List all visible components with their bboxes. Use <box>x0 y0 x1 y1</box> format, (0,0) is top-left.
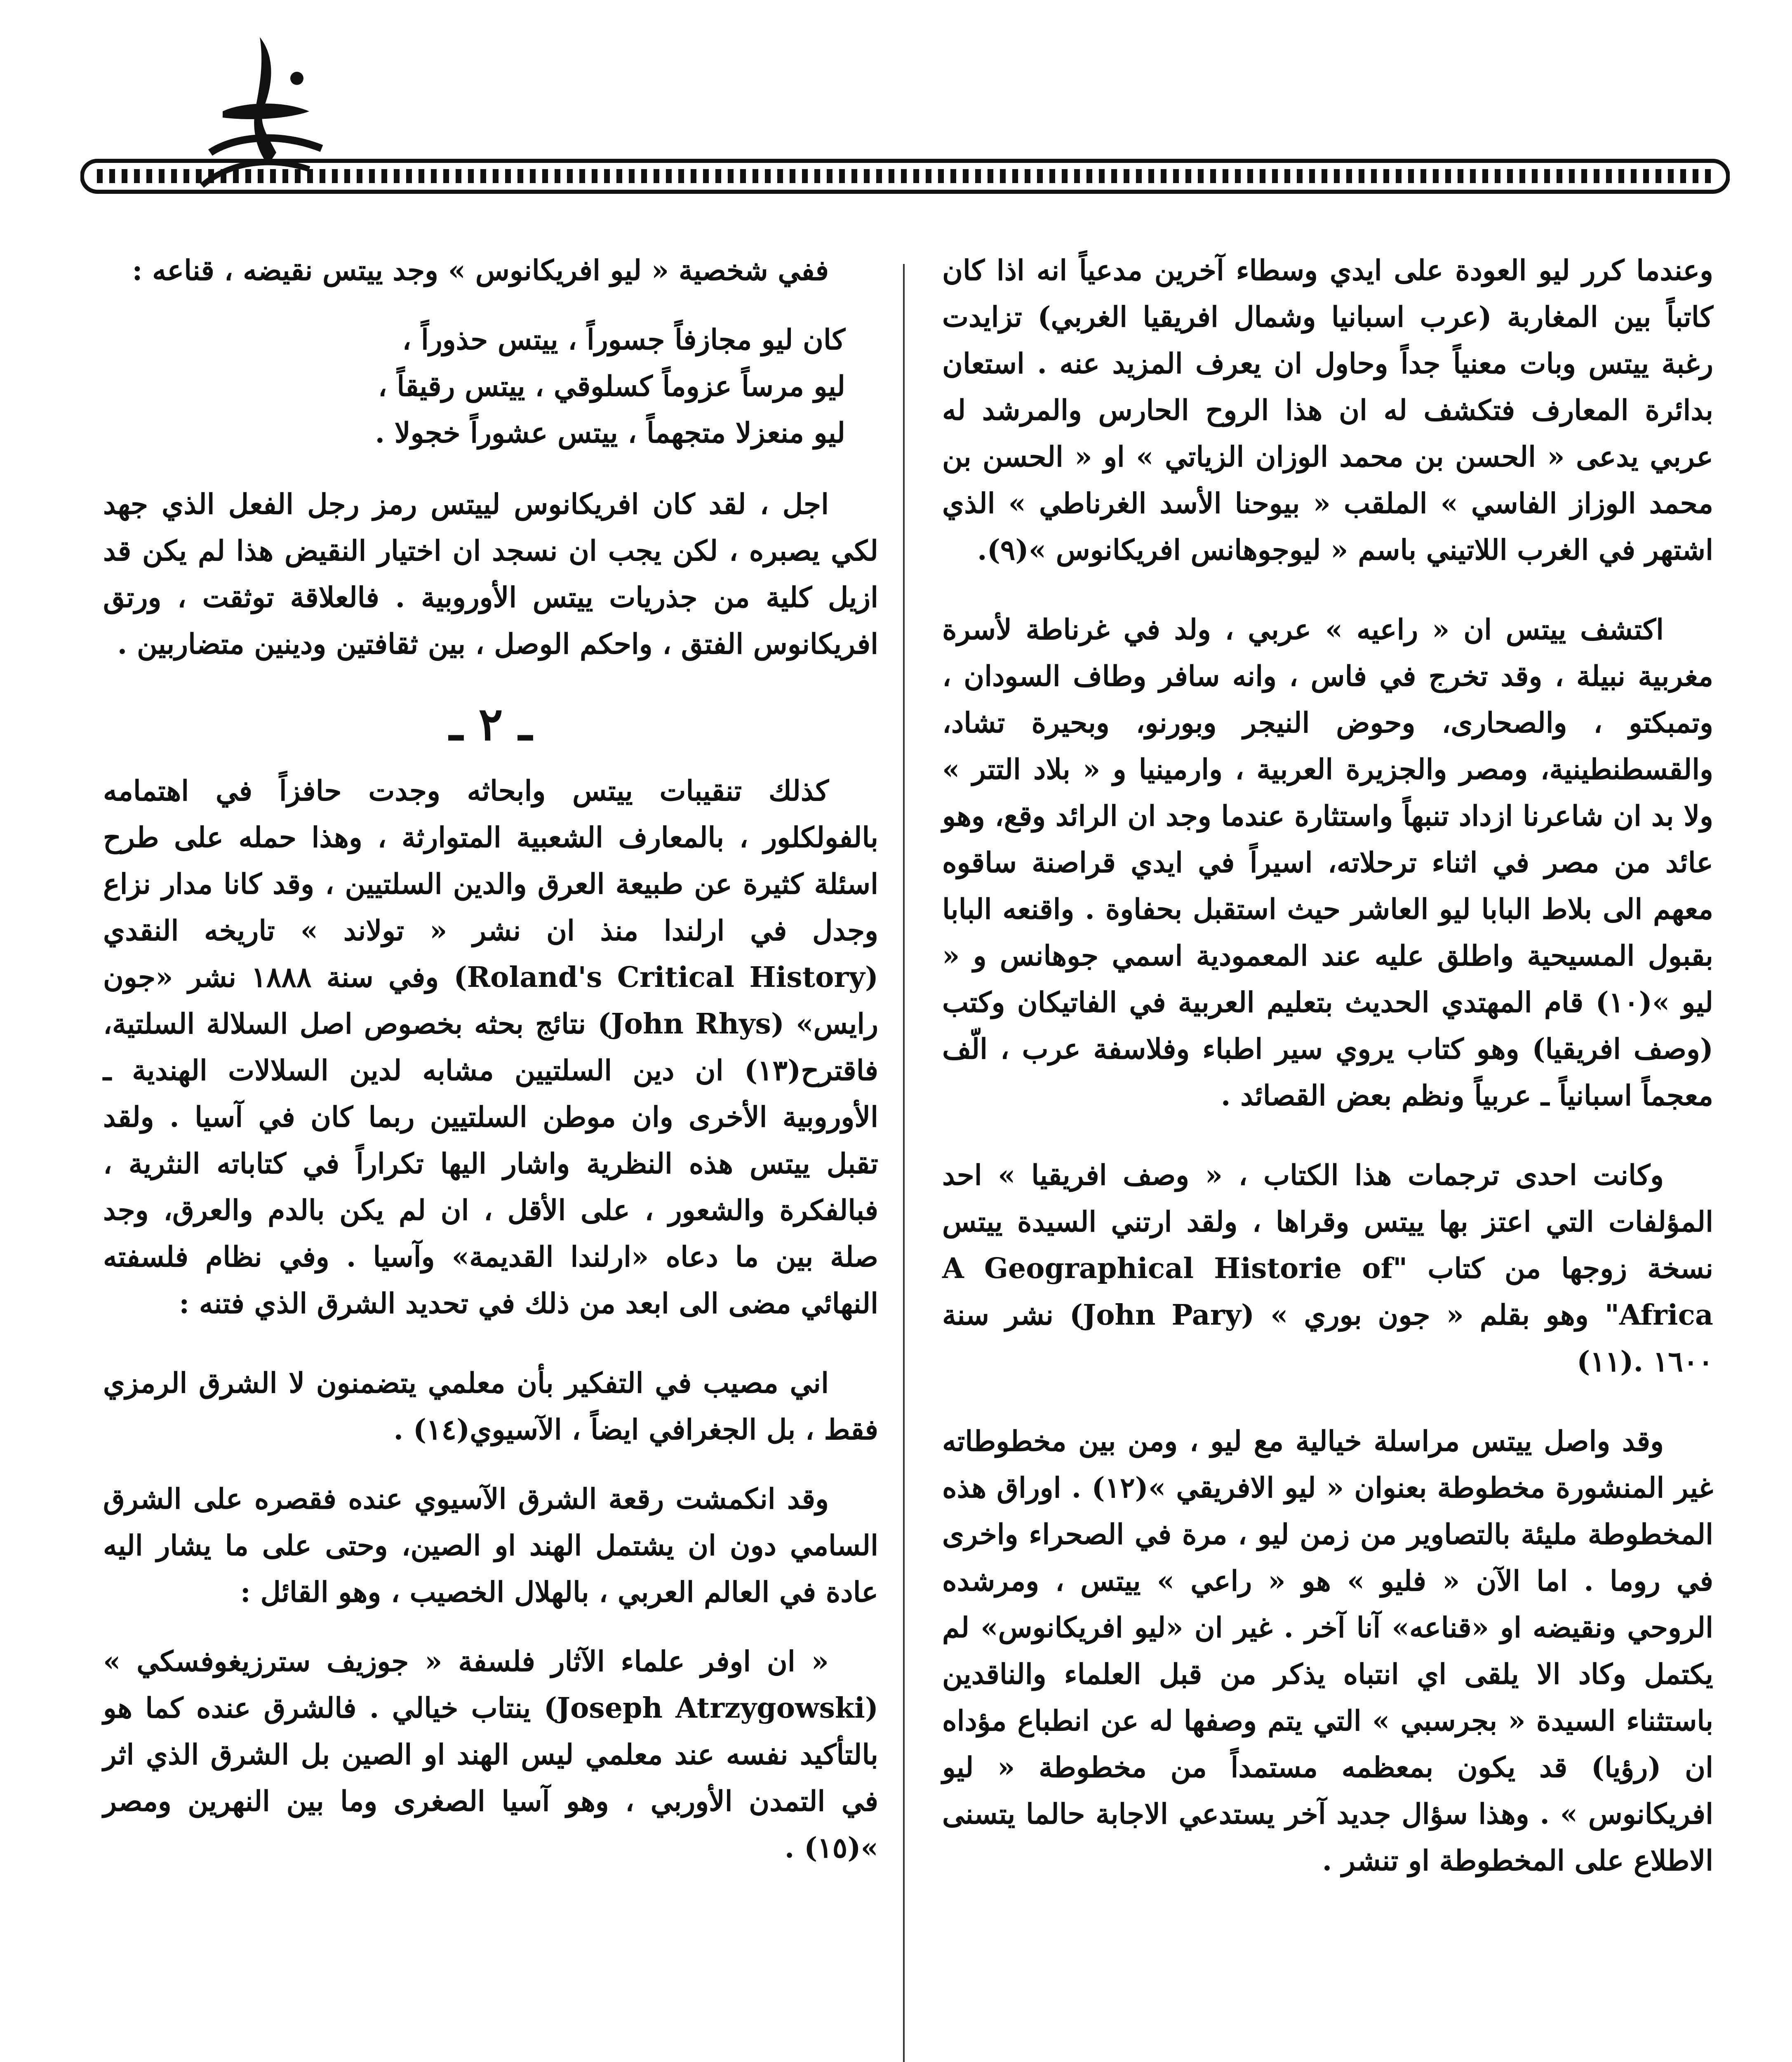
paragraph: وكانت احدى ترجمات هذا الكتاب ، « وصف افريقيا » احد المؤلفات التي اعتز بها ييتس وقراها ، ولقد ارتني السيدة ييتس نسخة زوجها من كتاب "A Geographical Historie of Africa" وهو بقلم « جون بوري » (John Pary) نشر سنة ١٦٠٠ .(١١) <box>942 1159 1713 1378</box>
right-column <box>942 247 1713 1917</box>
section-number: ـ ٢ ـ <box>449 697 532 751</box>
poem-stanza <box>103 317 878 457</box>
paragraph: وقد انكمشت رقعة الشرق الآسيوي عنده فقصره على الشرق السامي دون ان يشتمل الهند او الصين، وحتى على ما يشار اليه عادة في العالم العربي ، بالهلال الخصيب ، وهو القائل : <box>103 1483 878 1609</box>
left-column <box>103 247 878 1904</box>
paragraph: اجل ، لقد كان افريكانوس لييتس رمز رجل الفعل الذي جهد لكي يصبره ، لكن يجب ان نسجد ان اختيار النقيض هذا لم يكن قد ازيل كلية من جذريات ييتس الأوروبية . فالعلاقة توثقت ، ورتق افريكانوس الفتق ، واحكم الوصل ، بين ثقافتين ودينين متضاربين . <box>103 488 878 661</box>
paragraph: ففي شخصية « ليو افريكانوس » وجد ييتس نقيضه ، قناعه : <box>132 254 829 287</box>
paragraph: وعندما كرر ليو العودة على ايدي وسطاء آخرين مدعياً انه اذا كان كاتباً بين المغاربة (عرب اسبانيا وشمال افريقيا الغربي) تزايدت رغبة ييتس وبات معنياً جداً وحاول ان يعرف المزيد عنه . استعان بدائرة المعارف فتكشف له ان هذا الروح الحارس والمرشد له عربي يدعى « الحسن بن محمد الوزان الزياتي » او « الحسن بن محمد الوزاز الفاسي » الملقب « بيوحنا الأسد الغرناطي » الذي اشتهر في الغرب اللاتيني باسم « ليوجوهانس افريكانوس »(٩). <box>942 254 1714 567</box>
decorative-header-border <box>80 153 1730 200</box>
paragraph: وقد واصل ييتس مراسلة خيالية مع ليو ، ومن بين مخطوطاته غير المنشورة مخطوطة بعنوان « ليو الافريقي »(١٢) . اوراق هذه المخطوطة مليئة بالتصاوير من زمن ليو ، مرة في الصحراء واخرى في روما . اما الآن « فليو » هو « راعي » ييتس ، ومرشده الروحي ونقيضه او «قناعه» آنا آخر . غير ان «ليو افريكانوس» لم يكتمل وكاد الا يلقى اي انتباه يذكر من قبل العلماء والناقدين باستثناء السيدة « بجرسبي » التي يتم وصفها له عن انطباع مؤداه ان (رؤيا) قد يكون بمعظمه مستمداً من مخطوطة « ليو افريكانوس » . وهذا سؤال جديد آخر يستدعي الاجابة حالما يتسنى الاطلاع على المخطوطة او تنشر . <box>942 1425 1713 1877</box>
block-quote: اني مصيب في التفكير بأن معلمي يتضمنون لا الشرق الرمزي فقط ، بل الجغرافي ايضاً ، الآسيوي(١٤) . <box>103 1367 878 1446</box>
paragraph: اكتشف ييتس ان « راعيه » عربي ، ولد في غرناطة لأسرة مغربية نبيلة ، وقد تخرج في فاس ، وانه سافر وطاف السودان ، وتمبكتو ، والصحارى، وحوض النيجر وبورنو، وبحيرة تشاد، والقسطنطينية، ومصر والجزيرة العربية ، وارمينيا و « بلاد التتر » ولا بد ان شاعرنا ازداد تنبهاً واستثارة عندما وجد ان الرائد وقع، وهو عائد من مصر في اثناء ترحلاته، اسيراً في ايدي قراصنة ساقوه معهم الى بلاط البابا ليو العاشر حيث استقبل بحفاوة . واقنعه البابا بقبول المسيحية واطلق عليه عند المعمودية اسمي جوهانس و « ليو »(١٠) قام المهتدي الحديث بتعليم العربية في الفاتيكان وكتب (وصف افريقيا) وهو كتاب يروي سير اطباء وفلاسفة عرب ، الّف معجماً اسبانياً ـ عربياً ونظم بعض القصائد . <box>942 613 1714 1112</box>
column-divider <box>903 264 905 2062</box>
poem-line: ليو مرساً عزوماً كسلوقي ، ييتس رقيقاً ، <box>378 370 845 403</box>
paragraph: كذلك تنقيبات ييتس وابحاثه وجدت حافزاً في اهتمامه بالفولكلور ، بالمعارف الشعبية المتوارثة ، وهذا حمله على طرح اسئلة كثيرة عن طبيعة العرق والدين السلتيين ، وقد كانا مدار نزاع وجدل في ارلندا منذ ان نشر « تولاند » تاريخه النقدي (Roland's Critical History) وفي سنة ١٨٨٨ نشر «جون رايس» (John Rhys) نتائج بحثه بخصوص اصل السلالة السلتية، فاقترح(١٣) ان دين السلتيين مشابه لدين السلالات الهندية ـ الأوروبية الأخرى وان موطن السلتيين ربما كان في آسيا . ولقد تقبل ييتس هذه النظرية واشار اليها تكراراً في كتاباته النثرية ، فبالفكرة والشعور ، على الأقل ، ان لم يكن بالدم والعرق، وجد صلة بين ما دعاه «ارلندا القديمة» وآسيا . وفي نظام فلسفته النهائي مضى الى ابعد من ذلك في تحديد الشرق الذي فتنه : <box>103 774 879 1320</box>
poem-line: كان ليو مجازفاً جسوراً ، ييتس حذوراً ، <box>402 323 845 356</box>
block-quote: « ان اوفر علماء الآثار فلسفة « جوزيف سترزيغوفسكي » (Joseph Atrzygowski) ينتاب خيالي . فالشرق عنده كما هو بالتأكيد نفسه عند معلمي ليس الهند او الصين بل الشرق الذي اثر في التمدن الأوربي ، وهو آسيا الصغرى وما بين النهرين ومصر »(١٥) . <box>103 1645 879 1864</box>
poem-line: ليو منعزلا متجهماً ، ييتس عشوراً خجولا . <box>375 417 845 450</box>
